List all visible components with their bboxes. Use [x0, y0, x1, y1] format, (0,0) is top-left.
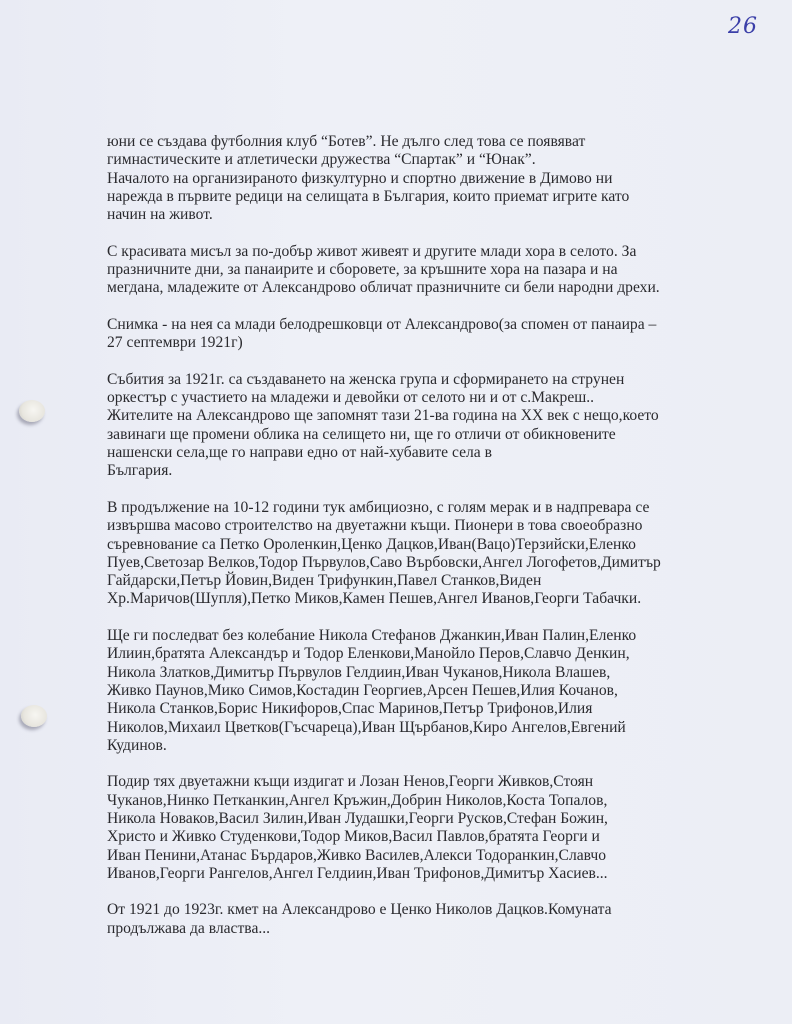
text-line: празничните дни, за панаирите и сборовете, за кръшните хора на пазара и на — [107, 261, 618, 279]
text-line: В продължение на 10-12 години тук амбициозно, с голям мерак и в надпревара се — [107, 498, 650, 516]
handwritten-page-number: 26 — [728, 14, 758, 39]
text-line: Хр.Маричов(Шупля),Петко Миков,Камен Пешев,Ангел Иванов,Георги Табачки. — [107, 590, 642, 608]
paragraph — [107, 371, 707, 481]
text-line: Никола Златков,Димитър Първулов Гелдиин,Иван Чуканов,Никола Влашев, — [107, 663, 611, 681]
text-line: нашенски села,ще го направи едно от най-хубавите села в — [107, 444, 492, 462]
text-line: завинаги ще промени облика на селището ни, ще го отличи от обикновените — [107, 425, 616, 443]
paragraph — [107, 901, 707, 938]
paragraph — [107, 243, 707, 298]
paragraph — [107, 627, 707, 755]
text-line: Иван Пенини,Атанас Бърдаров,Живко Василев,Алекси Тодоранкин,Славчо — [107, 846, 607, 864]
text-line: Кудинов. — [107, 736, 167, 754]
text-line: Снимка - на нея са млади белодрешковци от Александрово(за спомен от панаира – — [107, 315, 657, 333]
paragraph-spacer — [107, 298, 707, 316]
text-line: 27 септември 1921г) — [107, 334, 243, 352]
text-line: Живко Паунов,Мико Симов,Костадин Георгиев,Арсен Пешев,Илия Кочанов, — [107, 681, 618, 699]
text-line: Събития за 1921г. са създаването на женска група и сформирането на струнен — [107, 370, 625, 388]
text-line: Чуканов,Нинко Петканкин,Ангел Кръжин,Добрин Николов,Коста Топалов, — [107, 791, 608, 809]
text-line: Началото на организираното физкултурно и спортно движение в Димово ни — [107, 169, 613, 187]
text-line: Гайдарски,Петър Йовин,Виден Трифункин,Павел Станков,Виден — [107, 572, 542, 590]
text-line: съревнование са Петко Ороленкин,Ценко Дацков,Иван(Вацо)Терзийски,Еленко — [107, 535, 636, 553]
punch-hole — [19, 400, 45, 422]
text-line: Илиин,братята Александър и Тодор Еленкови,Манойло Перов,Славчо Денкин, — [107, 645, 630, 663]
text-line: България. — [107, 462, 173, 480]
text-line: мегдана, младежите от Александрово обличат празничните си бели народни дрехи. — [107, 279, 660, 297]
paragraph-spacer — [107, 755, 707, 773]
text-line: Никола Новаков,Васил Зилин,Иван Лудашки,Георги Русков,Стефан Божин, — [107, 809, 608, 827]
paragraph-spacer — [107, 609, 707, 627]
paragraph — [107, 499, 707, 609]
text-line: юни се създава футболния клуб “Ботев”. Не дълго след това се появяват — [107, 133, 586, 150]
text-line: продължава да властва... — [107, 919, 271, 937]
text-line: гимнастическите и атлетически дружества “Спартак” и “Юнак”. — [107, 151, 536, 169]
text-line: нарежда в първите редици на селищата в България, които приемат игрите като — [107, 187, 630, 205]
text-line: начин на живот. — [107, 206, 213, 224]
paragraph — [107, 316, 707, 353]
text-line: Жителите на Александрово ще запомнят тази 21-ва година на ХХ век с нещо,което — [107, 407, 659, 425]
paragraph-spacer — [107, 883, 707, 901]
text-line: извършва масово строителство на двуетажни къщи. Пионери в това своеобразно — [107, 517, 643, 535]
paragraph — [107, 133, 707, 224]
text-line: Подир тях двуетажни къщи издигат и Лозан Ненов,Георги Живков,Стоян — [107, 773, 594, 791]
punch-hole — [21, 705, 47, 727]
paragraph-spacer — [107, 481, 707, 499]
paragraph-spacer — [107, 353, 707, 371]
text-line: От 1921 до 1923г. кмет на Александрово е Ценко Николов Дацков.Комуната — [107, 901, 612, 919]
text-line: Христо и Живко Студенкови,Тодор Миков,Васил Павлов,братята Георги и — [107, 828, 600, 846]
text-line: оркестър с участието на младежи и девойки от селото ни и от с.Макреш.. — [107, 389, 595, 407]
text-line: Никола Станков,Борис Никифоров,Спас Маринов,Петър Трифонов,Илия — [107, 700, 593, 718]
paragraph — [107, 773, 707, 883]
text-line: Пуев,Светозар Велков,Тодор Първулов,Саво Върбовски,Ангел Логофетов,Димитър — [107, 553, 661, 571]
document-body — [107, 133, 707, 938]
text-line: Ще ги последват без колебание Никола Стефанов Джанкин,Иван Палин,Еленко — [107, 627, 637, 645]
text-line: Николов,Михаил Цветков(Гъсчареца),Иван Щърбанов,Киро Ангелов,Евгений — [107, 718, 626, 736]
text-line: С красивата мисъл за по-добър живот живеят и другите млади хора в селото. За — [107, 242, 637, 260]
text-line: Иванов,Георги Рангелов,Ангел Гелдиин,Иван Трифонов,Димитър Хасиев... — [107, 864, 608, 882]
paragraph-spacer — [107, 224, 707, 242]
